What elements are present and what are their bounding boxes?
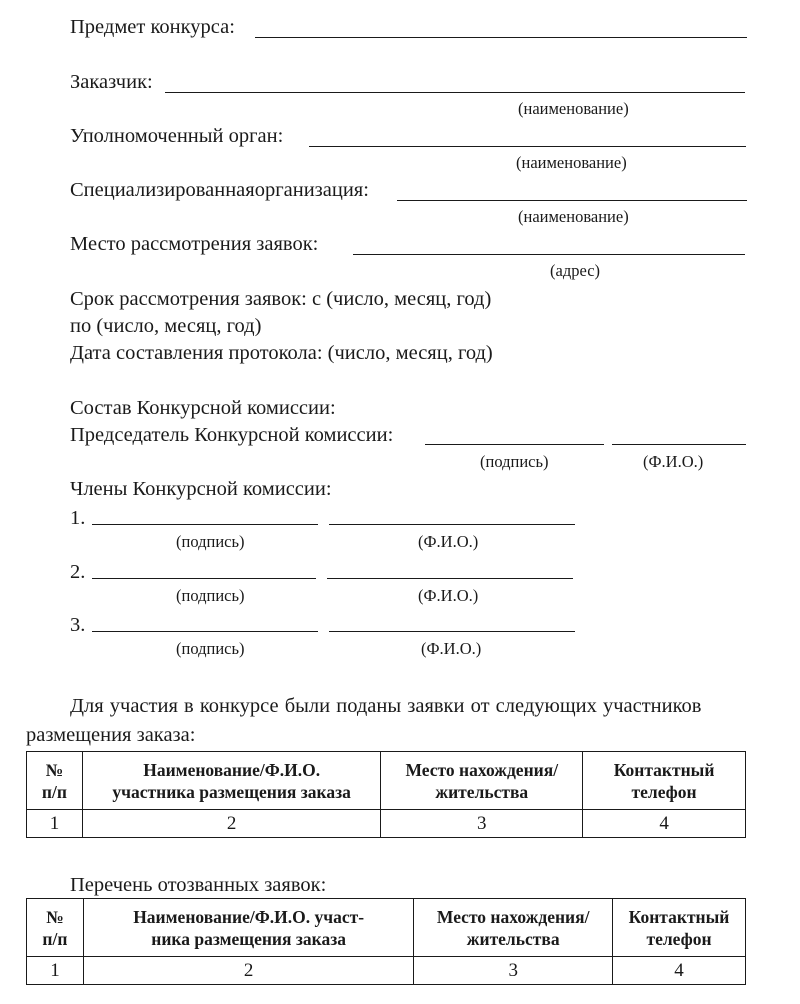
authorized-body-line xyxy=(309,146,746,147)
member-signature-line xyxy=(92,524,318,525)
member-fio-line xyxy=(329,524,575,525)
table-header-row xyxy=(27,752,746,810)
column-number: 2 xyxy=(82,810,381,838)
applications-intro-line2: размещения заказа: xyxy=(26,724,196,746)
member-signature-caption: (подпись) xyxy=(176,532,245,551)
review-place-label: Место рассмотрения заявок: xyxy=(70,233,319,255)
table-row xyxy=(27,957,746,985)
review-place-caption: (адрес) xyxy=(550,261,601,280)
customer-name-caption: (наименование) xyxy=(518,99,629,118)
column-number: 4 xyxy=(613,957,746,985)
member-fio-caption: (Ф.И.О.) xyxy=(421,639,482,658)
withdrawn-table xyxy=(26,898,746,985)
specialized-org-caption: (наименование) xyxy=(518,207,629,226)
specialized-org-line xyxy=(397,200,747,201)
table-header-row xyxy=(27,899,746,957)
authorized-body-label: Уполномоченный орган: xyxy=(70,125,284,147)
review-period-to: по (число, месяц, год) xyxy=(70,315,262,337)
subject-label: Предмет конкурса: xyxy=(70,16,235,38)
review-place-line xyxy=(353,254,745,255)
chairman-fio-caption: (Ф.И.О.) xyxy=(643,452,704,471)
header-cell-number: № п/п xyxy=(27,899,84,957)
members-title: Члены Конкурсной комиссии: xyxy=(70,478,332,500)
specialized-org-label: Специализированнаяорганизация: xyxy=(70,179,369,201)
commission-composition: Состав Конкурсной комиссии: xyxy=(70,397,336,419)
header-cell-number: № п/п xyxy=(27,752,83,810)
protocol-date: Дата составления протокола: (число, месяц, год) xyxy=(70,342,493,364)
table-row xyxy=(27,810,746,838)
column-number: 4 xyxy=(583,810,746,838)
member-fio-caption: (Ф.И.О.) xyxy=(418,586,479,605)
column-number: 3 xyxy=(414,957,613,985)
member-number: 3. xyxy=(70,614,86,636)
member-fio-caption: (Ф.И.О.) xyxy=(418,532,479,551)
chairman-signature-caption: (подпись) xyxy=(480,452,549,471)
chairman-signature-line xyxy=(425,444,604,445)
chairman-fio-line xyxy=(612,444,746,445)
column-number: 2 xyxy=(83,957,413,985)
applications-intro-line1: Для участия в конкурсе были поданы заявки от следующих участников xyxy=(70,695,702,717)
member-signature-caption: (подпись) xyxy=(176,586,245,605)
member-number: 2. xyxy=(70,561,86,583)
chairman-label: Председатель Конкурсной комиссии: xyxy=(70,424,394,446)
column-number: 1 xyxy=(27,810,83,838)
customer-line xyxy=(165,92,745,93)
member-number: 1. xyxy=(70,507,86,529)
column-number: 1 xyxy=(27,957,84,985)
subject-line xyxy=(255,37,747,38)
header-cell-location: Место нахождения/ жительства xyxy=(414,899,613,957)
member-fio-line xyxy=(329,631,575,632)
authorized-body-caption: (наименование) xyxy=(516,153,627,172)
member-signature-line xyxy=(92,578,316,579)
member-signature-line xyxy=(92,631,318,632)
header-cell-location: Место нахождения/ жительства xyxy=(381,752,583,810)
member-signature-caption: (подпись) xyxy=(176,639,245,658)
header-cell-phone: Контактный телефон xyxy=(613,899,746,957)
header-cell-participant: Наименование/Ф.И.О. участ- ника размещения заказа xyxy=(83,899,413,957)
applications-table xyxy=(26,751,746,838)
withdrawn-title: Перечень отозванных заявок: xyxy=(70,874,327,896)
column-number: 3 xyxy=(381,810,583,838)
customer-label: Заказчик: xyxy=(70,71,153,93)
header-cell-phone: Контактный телефон xyxy=(583,752,746,810)
header-cell-participant: Наименование/Ф.И.О. участника размещения заказа xyxy=(82,752,381,810)
review-period: Срок рассмотрения заявок: с (число, месяц, год) xyxy=(70,288,492,310)
member-fio-line xyxy=(327,578,573,579)
